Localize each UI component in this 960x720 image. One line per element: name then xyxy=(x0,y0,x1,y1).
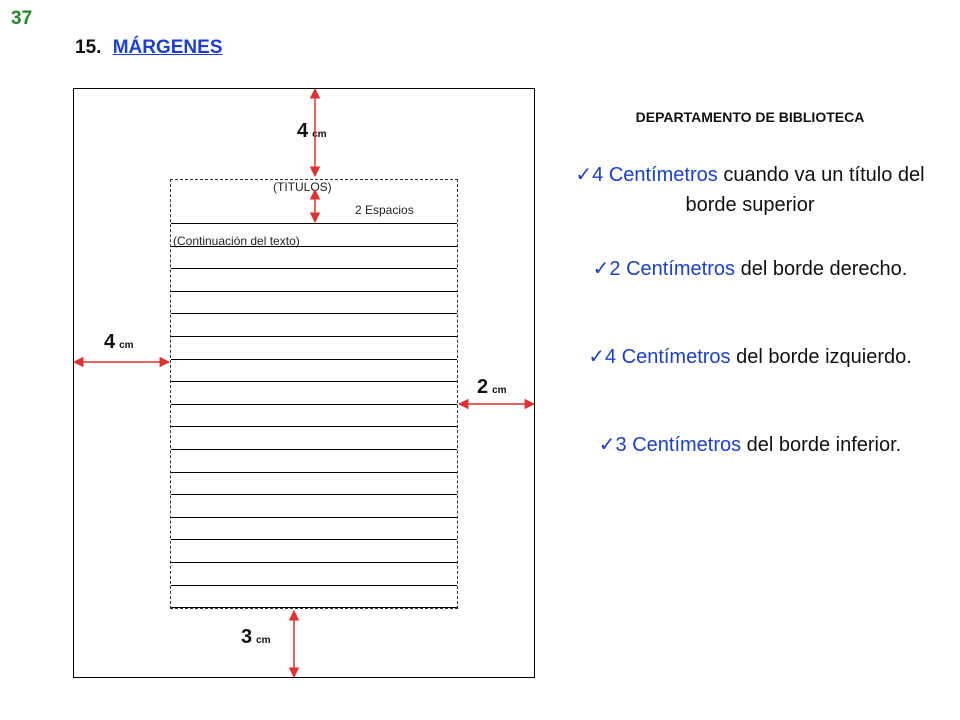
section-number: 15. xyxy=(75,37,102,58)
rule-highlight: 4 Centímetros xyxy=(604,346,731,368)
rule-highlight: 3 Centímetros xyxy=(615,434,742,456)
continuation-label: (Continuación del texto) xyxy=(173,234,300,248)
titles-label: (TITULOS) xyxy=(273,180,332,194)
checkmark-icon: ✓ xyxy=(588,346,605,368)
left-margin-value: 4 xyxy=(104,331,116,353)
bottom-margin-value: 3 xyxy=(241,626,253,648)
bottom-margin-unit: cm xyxy=(256,635,271,646)
department-heading: DEPARTAMENTO DE BIBLIOTECA xyxy=(635,109,865,125)
left-margin-unit: cm xyxy=(119,340,134,351)
section-title-link[interactable]: MÁRGENES xyxy=(112,37,223,58)
rule-item-left xyxy=(555,342,945,372)
rule-text: cuando va un título del borde superior xyxy=(685,164,925,216)
rule-highlight: 4 Centímetros xyxy=(592,164,718,186)
checkmark-icon: ✓ xyxy=(592,258,610,280)
rule-text: del borde izquierdo. xyxy=(730,346,912,368)
rule-item-bottom xyxy=(555,430,945,460)
rule-text: del borde inferior. xyxy=(741,434,902,456)
top-margin-unit: cm xyxy=(312,129,327,140)
top-margin-value: 4 xyxy=(297,120,309,142)
right-margin-value: 2 xyxy=(477,376,489,398)
rule-item-top xyxy=(555,160,945,220)
right-margin-unit: cm xyxy=(492,385,507,396)
checkmark-icon: ✓ xyxy=(575,164,593,186)
slide-number: 37 xyxy=(11,8,33,29)
checkmark-icon: ✓ xyxy=(598,434,616,456)
rule-item-right xyxy=(555,254,945,284)
rule-highlight: 2 Centímetros xyxy=(609,258,736,280)
spaces-label: 2 Espacios xyxy=(355,203,414,217)
rule-text: del borde derecho. xyxy=(735,258,908,280)
